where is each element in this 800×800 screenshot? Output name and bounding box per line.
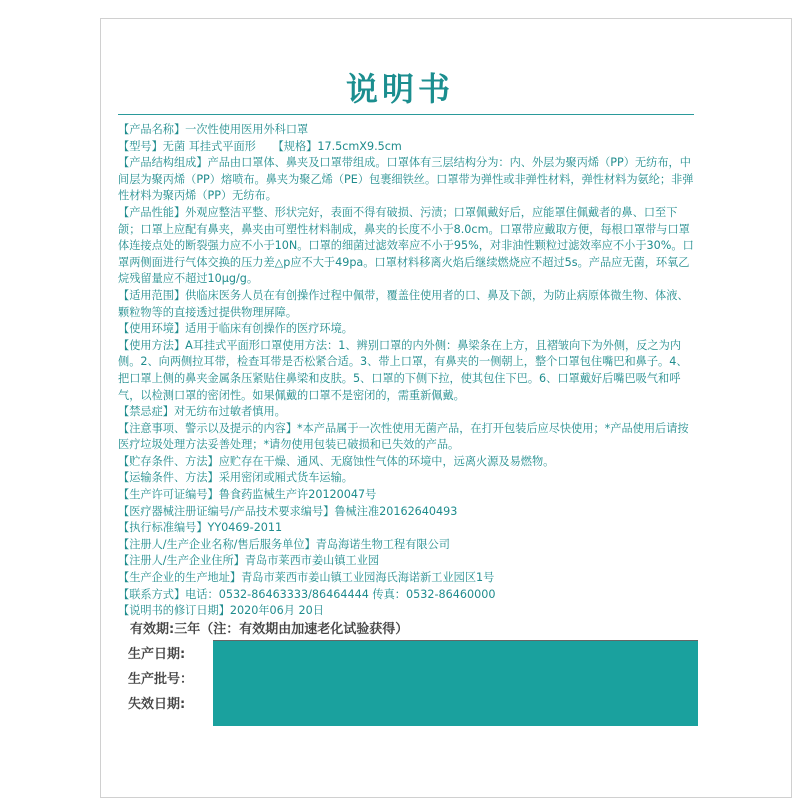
section-label: 【注册人/生产企业名称/售后服务单位】 (118, 537, 316, 551)
instruction-content (118, 122, 694, 620)
instruction-paragraph (118, 537, 694, 554)
section-text: 应贮存在干燥、通风、无腐蚀性气体的环境中，远离火源及易燃物。 (218, 454, 555, 468)
instruction-paragraph (118, 155, 694, 205)
instruction-paragraph (118, 454, 694, 471)
section-text: 青岛市莱西市姜山镇工业园海氏海诺新工业园区1号 (241, 571, 495, 585)
section-label: 【说明书的修订日期】 (118, 604, 230, 618)
field-labels (128, 642, 224, 717)
section-text: 对无纺布过敏者慎用。 (173, 405, 286, 419)
section-label: 【联系方式】 (118, 587, 186, 601)
section-label: 【注册人/生产企业住所】 (118, 554, 245, 568)
section-label: 【贮存条件、方法】 (118, 454, 219, 468)
expiry-date-label: 失效日期: (128, 697, 186, 712)
instruction-paragraph (118, 487, 694, 504)
section-text: 产品由口罩体、鼻夹及口罩带组成。口罩体有三层结构分为：内、外层为聚丙烯（PP）无纺布，中间层为聚丙烯（PP）熔喷布。鼻夹为聚乙烯（PE）包裹细铁丝。口罩带为弹性或非弹性材料，弹性材料为氨纶；非弹性材料为聚丙烯（PP）无纺布。 (118, 156, 694, 203)
production-date-label: 生产日期: (128, 647, 186, 662)
section-label: 【使用方法】 (118, 338, 186, 352)
batch-number-label: 生产批号： (128, 672, 194, 687)
instruction-paragraph (118, 504, 694, 521)
instruction-paragraph (118, 470, 694, 487)
instruction-paragraph (118, 321, 694, 338)
instruction-paragraph (118, 553, 694, 570)
print-area-block (213, 641, 698, 726)
section-text: YY0469-2011 (207, 521, 283, 535)
section-label: 【使用环境】 (118, 322, 186, 336)
section-label: 【医疗器械注册证编号/产品技术要求编号】 (118, 504, 335, 518)
section-text: 无菌 耳挂式平面形 【规格】17.5cmX9.5cm (162, 139, 402, 153)
instruction-paragraph (118, 139, 694, 156)
instruction-paragraph (118, 587, 694, 604)
instruction-paragraph (118, 421, 694, 454)
instruction-paragraph (118, 404, 694, 421)
instruction-paragraph (118, 122, 694, 139)
page-title: 说明书 (345, 70, 454, 108)
section-text: 外观应整洁平整、形状完好，表面不得有破损、污渍；口罩佩戴好后，应能罩住佩戴者的鼻、口至下颌；口罩上应配有鼻夹，鼻夹由可塑性材料制成，鼻夹的长度不小于8.0cm。口罩带应戴取方便，每根口罩带与口罩体连接点处的断裂强力应不小于10N。口罩的细菌过滤效率应不小于95%，对非油性颗粒过滤效率应不小于30%。口罩两侧面进行气体交换的压力差△p应不大于49pa。口罩材料移离火焰后继续燃烧应不超过5s。产品应无菌，环氧乙烷残留量应不超过10μg/g。 (118, 205, 694, 286)
section-label: 【产品结构组成】 (118, 156, 208, 170)
section-label: 【适用范围】 (118, 288, 186, 302)
section-text: 采用密闭或厢式货车运输。 (218, 471, 353, 485)
section-text: A耳挂式平面形口罩使用方法：1、辨别口罩的内外侧：鼻梁条在上方，且褶皱向下为外侧，反之为内侧。2、向两侧拉耳带，检查耳带是否松紧合适。3、带上口罩，有鼻夹的一侧朝上，整个口罩包住嘴巴和鼻子。4、把口罩上侧的鼻夹金属条压紧贴住鼻梁和皮肤。5、口罩的下侧下拉，使其包住下巴。6、口罩戴好后嘴巴吸气和呼气，以检测口罩的密闭性。如果佩戴的口罩不是密闭的，需重新佩戴。 (118, 338, 688, 402)
section-label: 【生产企业的生产地址】 (118, 571, 242, 585)
section-text: 青岛海诺生物工程有限公司 (315, 537, 450, 551)
instruction-paragraph (118, 205, 694, 288)
section-text: 鲁食药监械生产许20120047号 (218, 488, 377, 502)
section-label: 【执行标准编号】 (118, 521, 208, 535)
section-text: *本产品属于一次性使用无菌产品，在打开包装后应尽快使用；*产品使用后请按医疗垃圾处理方法妥善处理；*请勿使用包装已破损和已失效的产品。 (118, 421, 689, 452)
section-label: 【产品名称】 (118, 123, 186, 136)
section-label: 【生产许可证编号】 (118, 488, 219, 502)
section-text: 2020年06月 20日 (229, 604, 324, 618)
instruction-paragraph (118, 288, 694, 321)
section-label: 【产品性能】 (118, 205, 186, 219)
section-label: 【禁忌症】 (118, 405, 174, 419)
section-text: 鲁械注准20162640493 (334, 504, 458, 518)
section-label: 【注意事项、警示以及提示的内容】 (118, 421, 298, 435)
title-divider (118, 114, 694, 115)
instruction-paragraph (118, 338, 694, 404)
section-text: 电话：0532-86463333/86464444 传真：0532-86460000 (185, 587, 496, 601)
section-text: 一次性使用医用外科口罩 (185, 123, 309, 136)
section-label: 【型号】 (118, 139, 163, 153)
section-text: 供临床医务人员在有创操作过程中佩带，覆盖住使用者的口、鼻及下颌，为防止病原体微生物、体液、颗粒物等的直接透过提供物理屏障。 (118, 288, 689, 319)
section-text: 青岛市莱西市姜山镇工业园 (244, 554, 380, 568)
validity-note: 有效期:三年（注：有效期由加速老化试验获得） (130, 622, 409, 637)
instruction-paragraph (118, 570, 694, 587)
section-label: 【运输条件、方法】 (118, 471, 219, 485)
section-text: 适用于临床有创操作的医疗环境。 (185, 322, 353, 336)
instruction-paragraph (118, 520, 694, 537)
